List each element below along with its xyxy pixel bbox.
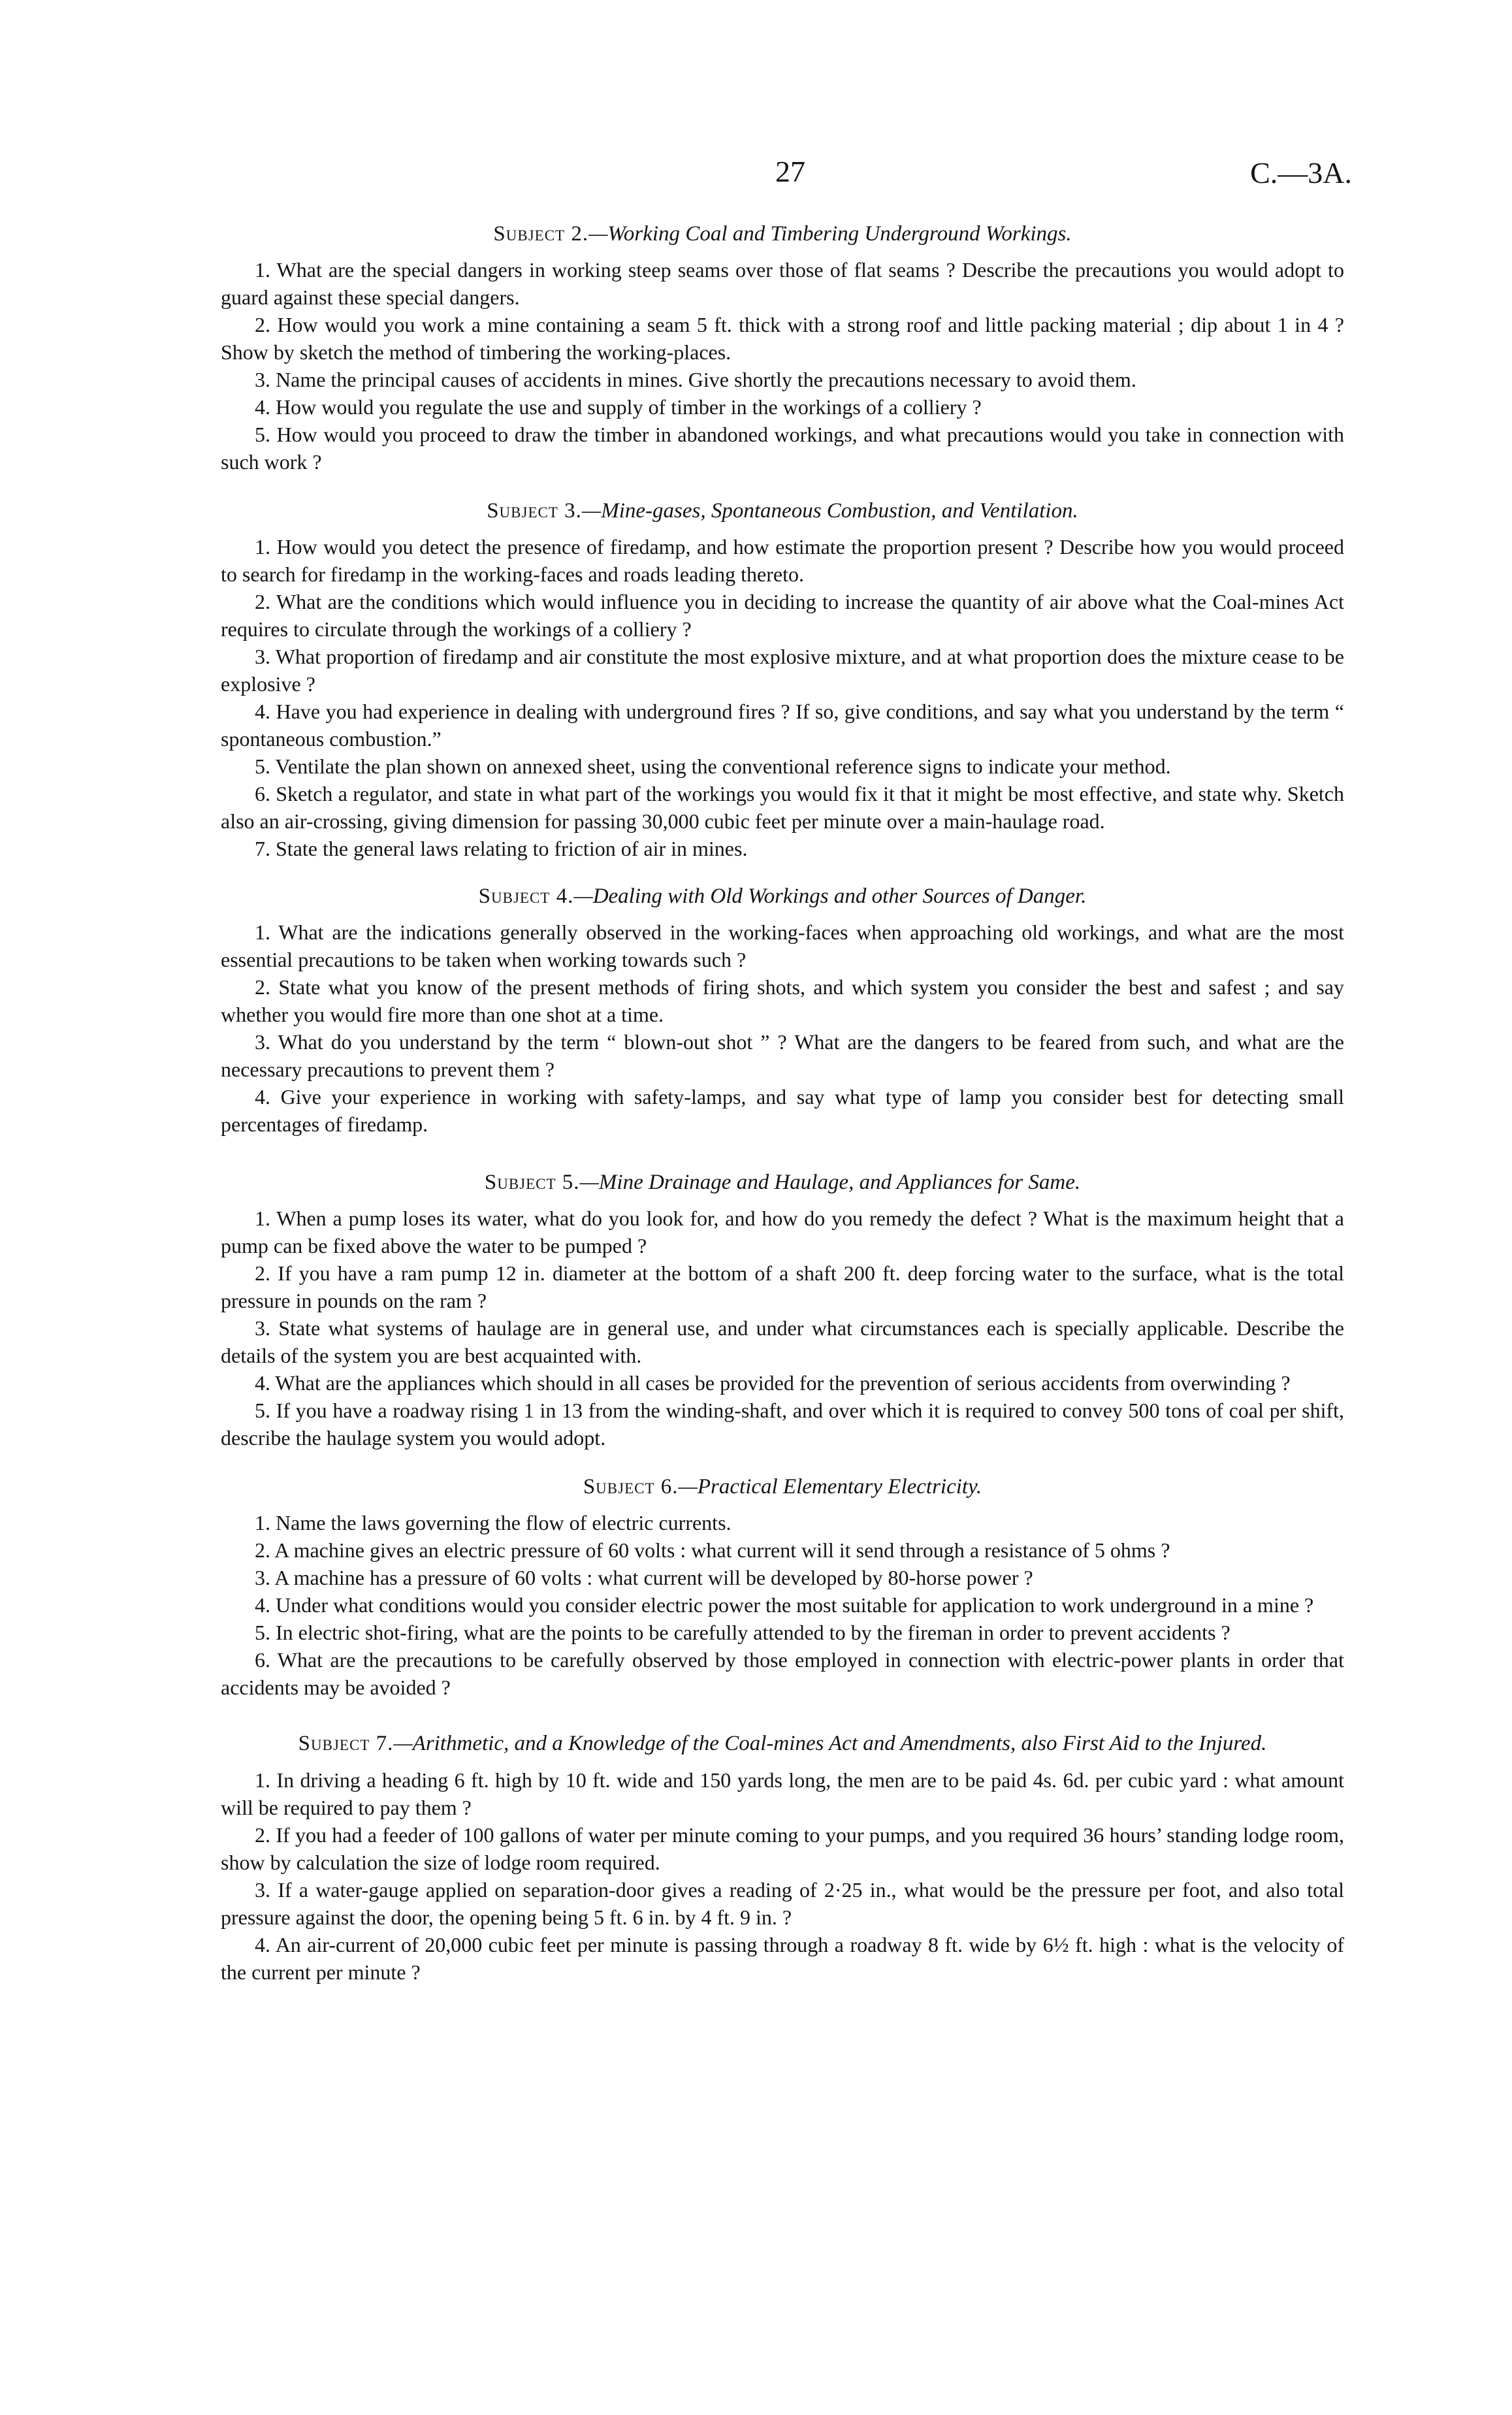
subject-5-title: —Mine Drainage and Haulage, and Appliances for Same. (579, 1171, 1081, 1194)
question-5-1: 1. When a pump loses its water, what do you look for, and how do you remedy the defect ? What is the maximum height that a pump can be fixed above the water to be pumped ? (221, 1207, 1344, 1257)
subject-2-label: Subject 2. (493, 222, 589, 246)
question-7-4: 4. An air-current of 20,000 cubic feet per minute is passing through a roadway 8 ft. wide by 6½ ft. high : what is the velocity of the current per minute ? (221, 1933, 1344, 1984)
subject-4-label: Subject 4. (478, 884, 574, 908)
question-5-3: 3. State what systems of haulage are in general use, and under what circumstances each is specially applicable. Describe the details of the system you are best acquainted with. (221, 1316, 1344, 1367)
subject-3-heading (221, 498, 1344, 524)
question-3-1: 1. How would you detect the presence of firedamp, and how estimate the proportion present ? Describe how you would proceed to search for firedamp in the working-faces and roads leading thereto. (221, 535, 1344, 586)
subject-4-section (221, 883, 1344, 1138)
subject-2-heading (221, 221, 1344, 247)
question-4-3: 3. What do you understand by the term “ blown-out shot ” ? What are the dangers to be feared from such, and what are the necessary precautions to prevent them ? (221, 1030, 1344, 1081)
question-5-2: 2. If you have a ram pump 12 in. diameter at the bottom of a shaft 200 ft. deep forcing water to the surface, what is the total pressure in pounds on the ram ? (221, 1261, 1344, 1312)
question-3-7: 7. State the general laws relating to friction of air in mines. (255, 837, 748, 860)
subject-7-heading (221, 1730, 1344, 1757)
question-5-4: 4. What are the appliances which should in all cases be provided for the prevention of serious accidents from overwinding ? (255, 1371, 1291, 1395)
question-7-3: 3. If a water-gauge applied on separation-door gives a reading of 2·25 in., what would be the pressure per foot, and also total pressure against the door, the opening being 5 ft. 6 in. by 4 ft. 9 in. ? (221, 1878, 1344, 1929)
document-reference: C.—3A. (1250, 156, 1352, 189)
subject-6-section (221, 1474, 1344, 1701)
question-6-3: 3. A machine has a pressure of 60 volts : what current will be developed by 80-horse power ? (255, 1566, 1033, 1589)
subject-6-label: Subject 6. (583, 1475, 679, 1499)
subject-4-title: —Dealing with Old Workings and other Sources of Danger. (573, 884, 1087, 908)
question-4-1: 1. What are the indications generally observed in the working-faces when approaching old workings, and what are the most essential precautions to be taken when working towards such ? (221, 920, 1344, 971)
subject-3-title: —Mine-gases, Spontaneous Combustion, and Ventilation. (581, 499, 1078, 523)
question-3-4: 4. Have you had experience in dealing with underground fires ? If so, give conditions, and say what you understand by the term “ spontaneous combustion.” (221, 700, 1344, 751)
page-number: 27 (775, 155, 805, 188)
subject-5-label: Subject 5. (484, 1171, 580, 1194)
subject-7-title: —Arithmetic, and a Knowledge of the Coal-mines Act and Amendments, also First Aid to the Injured. (393, 1732, 1267, 1755)
subject-7-section (221, 1730, 1344, 1986)
question-6-5: 5. In electric shot-firing, what are the points to be carefully attended to by the fireman in order to prevent accidents ? (255, 1621, 1231, 1644)
subject-5-heading (221, 1169, 1344, 1195)
question-3-3: 3. What proportion of firedamp and air constitute the most explosive mixture, and at what proportion does the mixture cease to be explosive ? (221, 645, 1344, 696)
subject-3-section (221, 498, 1344, 862)
question-7-1: 1. In driving a heading 6 ft. high by 10 ft. wide and 150 yards long, the men are to be paid 4s. 6d. per cubic yard : what amount will be required to pay them ? (221, 1768, 1344, 1819)
question-2-5: 5. How would you proceed to draw the timber in abandoned workings, and what precautions would you take in connection with such work ? (221, 423, 1344, 474)
question-5-5: 5. If you have a roadway rising 1 in 13 from the winding-shaft, and over which it is required to convey 500 tons of coal per shift, describe the haulage system you would adopt. (221, 1399, 1344, 1450)
question-2-2: 2. How would you work a mine containing a seam 5 ft. thick with a strong roof and little packing material ; dip about 1 in 4 ? Show by sketch the method of timbering the working-places. (221, 313, 1344, 364)
question-3-6: 6. Sketch a regulator, and state in what part of the workings you would fix it that it might be most effective, and state why. Sketch also an air-crossing, giving dimension for passing 30,000 cubic feet per minute over a main-haulage road. (221, 782, 1344, 833)
subject-7-label: Subject 7. (298, 1732, 394, 1755)
subject-4-heading (221, 883, 1344, 909)
question-2-3: 3. Name the principal causes of accidents in mines. Give shortly the precautions necessary to avoid them. (255, 368, 1136, 391)
question-3-2: 2. What are the conditions which would influence you in deciding to increase the quantity of air above what the Coal-mines Act requires to circulate through the workings of a colliery ? (221, 590, 1344, 641)
question-6-4: 4. Under what conditions would you consider electric power the most suitable for application to work underground in a mine ? (255, 1593, 1314, 1617)
question-3-5: 5. Ventilate the plan shown on annexed sheet, using the conventional reference signs to indicate your method. (255, 754, 1171, 778)
question-6-2: 2. A machine gives an electric pressure of 60 volts : what current will it send through a resistance of 5 ohms ? (255, 1538, 1170, 1562)
subject-5-section (221, 1169, 1344, 1451)
question-7-2: 2. If you had a feeder of 100 gallons of water per minute coming to your pumps, and you required 36 hours’ standing lodge room, show by calculation the size of lodge room required. (221, 1823, 1344, 1874)
question-2-4: 4. How would you regulate the use and supply of timber in the workings of a colliery ? (255, 395, 982, 419)
subject-3-label: Subject 3. (487, 499, 582, 523)
subject-2-title: —Working Coal and Timbering Underground Workings. (588, 222, 1072, 246)
subject-6-heading (221, 1474, 1344, 1500)
question-2-1: 1. What are the special dangers in working steep seams over those of flat seams ? Describe the precautions you would adopt to guard against these special dangers. (221, 258, 1344, 309)
question-4-4: 4. Give your experience in working with safety-lamps, and say what type of lamp you consider best for detecting small percentages of firedamp. (221, 1085, 1344, 1136)
subject-6-title: —Practical Elementary Electricity. (678, 1475, 982, 1499)
question-6-6: 6. What are the precautions to be carefully observed by those employed in connection with electric-power plants in order that accidents may be avoided ? (221, 1648, 1344, 1699)
examination-questions (221, 221, 1344, 1986)
question-6-1: 1. Name the laws governing the flow of electric currents. (255, 1511, 732, 1534)
question-4-2: 2. State what you know of the present methods of firing shots, and which system you consider the best and safest ; and say whether you would fire more than one shot at a time. (221, 975, 1344, 1026)
subject-2-section (221, 221, 1344, 476)
